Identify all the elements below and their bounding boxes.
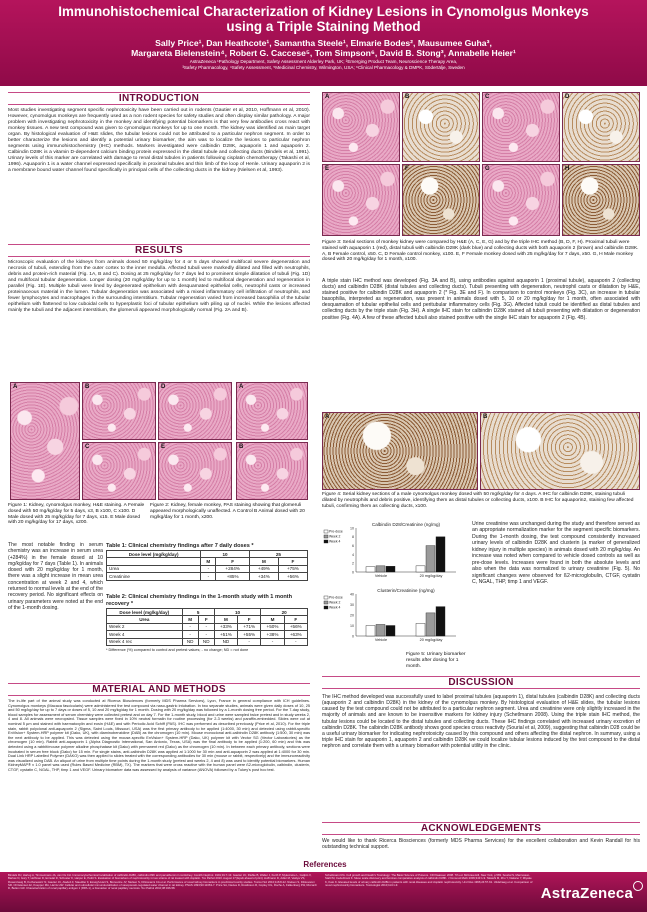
category-label: 20 mg/kg/day: [419, 638, 443, 642]
figure-1-panel-a: [10, 382, 80, 500]
bar: [386, 566, 395, 572]
category-label: 20 mg/kg/day: [419, 574, 443, 578]
poster-header: [0, 0, 647, 86]
table-cell: -: [198, 623, 214, 630]
acknowledgements-text: We would like to thank Ricerca Biosciences (formerly MDS Pharma Services) for the excellent collaboration and Kevin Randall for his outstanding technical support.: [322, 838, 640, 851]
table-row: [107, 631, 308, 638]
table-cell: F: [198, 616, 214, 623]
panel-label: E: [161, 444, 166, 450]
affiliations: [0, 59, 647, 70]
table-cell: +49%: [249, 565, 278, 572]
astrazeneca-logo: AstraZeneca: [540, 885, 633, 902]
table-cell: +75%: [278, 565, 307, 572]
table-2: [106, 594, 308, 653]
table-cell: M: [249, 558, 278, 565]
table-cell: F: [238, 616, 261, 623]
figure-3-panel-c: [482, 92, 560, 162]
table-cell: +63%: [284, 631, 307, 638]
table-cell: +56%: [278, 573, 307, 580]
table-cell: -: [182, 623, 198, 630]
chart-title: Clusterin/Creatinine (ng/mg): [377, 588, 435, 593]
table-cell: 5: [182, 609, 214, 616]
panel-label: A: [325, 94, 330, 100]
panel-label: A: [13, 384, 18, 390]
bar: [416, 623, 425, 636]
table-cell: -: [284, 638, 307, 645]
table-cell: -: [238, 638, 261, 645]
authors-line-1: Sally Price¹, Dan Heathcote¹, Samantha Steele¹, Elmarie Bodes², Mausumee Guha³,: [155, 38, 492, 48]
legend-swatch: [324, 601, 328, 604]
table-cell: 20: [261, 609, 308, 616]
poster-title: [0, 0, 647, 34]
y-tick-label: 40: [350, 592, 354, 597]
y-tick-label: 0: [352, 634, 354, 639]
y-tick-label: 20: [350, 613, 354, 618]
y-tick-label: 10: [350, 526, 354, 531]
table-cell: Creatinine: [107, 573, 201, 580]
legend-label: Pre-dose: [329, 529, 343, 534]
table-cell: Week 4: [107, 631, 183, 638]
bar: [426, 546, 435, 572]
table-row: [107, 573, 308, 580]
methods-heading: MATERIAL AND METHODS: [8, 683, 310, 696]
urine-biomarker-text: Urine creatinine was unchanged during the study and therefore served as an appropriate normalization marker for the segment specific biomarkers. During the 1-month dosing, the test compound consistently increased urinary levels of calbindin D28K and clusterin (a marker of generalized kidney injury in multiple species) in animals dosed with 20 mg/kg/day. An increase was noted when compared to vehicle dosed controls as well as pre-dose levels. Increases were found in both the absolute levels and also when the data was normalized to urinary creatinine (Fig. 5). No significant changes were observed for ß2-microglobulin, CTGF, cystatin C, NGAL, THP, timp 1 and VEGF.: [472, 521, 640, 586]
table-cell: +34%: [249, 573, 278, 580]
table-row: [107, 558, 308, 565]
table-cell: -: [261, 638, 284, 645]
figure-4-panel-a: [322, 412, 478, 490]
figure-3-panel-d: [562, 92, 640, 162]
table-cell: M: [182, 616, 198, 623]
y-tick-label: 8: [352, 535, 354, 540]
legend-label: Week 4: [329, 539, 341, 544]
title-line-1: Immunohistochemical Characterization of Kidney Lesions in Cynomolgus Monkeys: [58, 4, 589, 19]
figure-1-panel-e: [158, 442, 232, 500]
table-cell: F: [216, 558, 249, 565]
table-cell: [107, 558, 201, 565]
figure-1-caption: Figure 1: Kidney, cynomolgus monkey, H&E staining. A Female dosed with 50 mg/kg/day for 5 days, x3, B x100, C x100. D Male dosed with 25 mg/kg/day for 7 days, x15. E Male dosed with 20 mg/kg/day for 17 days, x200.: [8, 503, 145, 526]
bar: [436, 607, 445, 636]
serum-chemistry-text: The most notable finding in serum chemistry was an increase in serum urea (+284%) in the female dosed at 10 mg/kg/day for 7 days (Table 1). In animals dosed with 20 mg/kg/day for 1 month, there was a slight increase in mean urea concentration at week 2 and 4, which returned to normal levels at the end of the recovery period. No significant effects on urinary parameters were noted at the end of the 1-month dosing.: [8, 542, 103, 611]
y-tick-label: 0: [352, 570, 354, 575]
bar: [416, 566, 425, 572]
author-list: [0, 38, 647, 58]
panel-label: B: [483, 414, 488, 420]
references-left: Bindels RJ, Hartog A, Timmermans JA, van Os CH. Immunocytochemical localization of calbindin-D28K, calbindin-D9K and parvalbumin in rat kidney. Contrib Nephrol. 1991;91:7-13. Gautier JC, Riefke B, Walter J, Kurth P, Mylecraine L, Guilpin V, Barlow N, Gury T, Hoffman D, Ennulat D, Schuster K, Harpur E, Pettit S. Evaluation of biomarkers of nephrotoxicity in two strains of rat treated with cisplatin. Tox Pathol 2010. August 17 [Epub ahead of print]. Hoffmann D, Adler M, Vaidya VS, Rosenzweig B, Kurhanewicz N, Gautier JC, Aladeb F, Staedtler F, Emeigh-Hart S, Bonventre JV, Nielsen S, DiGiovanni CA et al. Performance of novel kidney biomarkers in preclinical toxicity studies. Toxicol Sci 2010;116:8-22. Nielsen S, DiGiovanni SR, Christensen EI, Knepper MA, Harris HW. Cellular and subcellular immunolocalization of vasopressin-regulated water channel in rat kidney. PNAS 1993;90:11663-7. Price SA, Davies D, Rowlinson R, Copley CG, Roche A, Falkenberg FW, Riccardi D, Betton GR. Characterization of renal papillary antigen 1 (RPA-1), a biomarker of renal papillary necrosis. Tox Pathol 2010;38:346-58.: [8, 873, 317, 891]
figure-5-svg: [322, 520, 468, 650]
astrazeneca-logo-icon: [633, 881, 643, 891]
figure-3-panel-f: [402, 164, 480, 236]
y-tick-label: 4: [352, 552, 354, 557]
panel-label: G: [485, 166, 490, 172]
y-tick-label: 6: [352, 544, 354, 548]
triple-stain-text: A triple stain IHC method was developed (Fig. 3A and B), using antibodies against aquaporin 1 (proximal tubule), aquaporin 2 (collecting ducts) and calbindin D28K (distal tubules and collecting ducts). Tubuli presenting with degeneration, neutrophil casts or dilatation by H&E, stained positive for calbindin D28K and aquaporin 2 (* Fig. 3E and F). In comparison to control monkeys (Fig. 3C), an increase in tubular basophilia, interpreted as regeneration, was present in animals dosed with 5, 10 or 20 mg/kg/day for 1 month, often associated with desquamation of tubular epithelial cells and peritubular inflammatory cells (Fig. 3G). Affected tubuli could be identified as distal tubules and collecting ducts by the triple stain (Fig. 3H). A single IHC stain for calbindin D28K stained all tubuli presenting with dilatation or degeneration positive (Fig. 4A). A few of these affected tubuli also stained positive with the single IHC stain for aquaporin 2 (Fig. 4B).: [322, 278, 640, 321]
table-cell: -: [182, 631, 198, 638]
bar: [436, 537, 445, 572]
table-cell: ND: [198, 638, 214, 645]
table-cell: Dose level (mg/kg/day): [107, 551, 201, 558]
legend-swatch: [324, 540, 328, 543]
y-tick-label: 2: [352, 561, 354, 566]
chart-title: Calbindin D28/Creatinine (ng/mg): [371, 522, 441, 527]
panel-label: F: [405, 166, 409, 172]
legend-label: Pre-dose: [329, 595, 343, 600]
discussion-heading: DISCUSSION: [322, 676, 640, 689]
table-cell: Week 2: [107, 623, 183, 630]
table-cell: 10: [214, 609, 261, 616]
table-cell: Urea: [107, 616, 183, 623]
table-cell: F: [278, 558, 307, 565]
table-cell: 25: [249, 551, 307, 558]
results-heading: RESULTS: [8, 244, 310, 257]
figure-3-panel-g: [482, 164, 560, 236]
table-cell: +284%: [216, 565, 249, 572]
table-2-footnote: * Difference (%) compared to control and pretest values; - no change; ND = not done: [106, 648, 249, 653]
figure-1-panel-d: [158, 382, 232, 440]
figure-4-caption: Figure 4: Serial kidney sections of a male cynomolgus monkey dosed with 50 mg/kg/day for 4 days. A IHC for calbindin D28K, staining tubuli dilated by neutrophils and debris positive, identifying them as distal tubules or collecting ducts, x100. B IHC for aquaporin2, staining few affected tubuli, confirming them as collecting ducts, x100.: [322, 492, 634, 509]
table-2-grid: [106, 608, 308, 646]
bar: [386, 626, 395, 637]
bar: [376, 566, 385, 572]
table-cell: F: [284, 616, 307, 623]
table-cell: M: [261, 616, 284, 623]
category-label: Vehicle: [374, 574, 388, 578]
panel-label: B: [85, 384, 90, 390]
table-cell: +85%: [216, 573, 249, 580]
panel-label: C: [85, 444, 90, 450]
panel-label: A: [325, 414, 330, 420]
table-1-grid: [106, 550, 308, 581]
panel-label: D: [161, 384, 166, 390]
category-label: Vehicle: [374, 638, 388, 642]
legend-label: Week 2: [329, 600, 341, 605]
legend-swatch: [324, 606, 328, 609]
panel-label: B: [239, 444, 244, 450]
y-tick-label: 10: [350, 623, 354, 628]
table-row: [107, 551, 308, 558]
affil-line-1: AstraZeneca ¹Pathology Department, Safety Assessment Alderley Park, UK; ²Emerging Product Team, Neuroscience Therapy Area,: [189, 59, 458, 64]
figure-2-panel-a: [236, 382, 308, 440]
table-cell: +51%: [214, 631, 237, 638]
discussion-text: The IHC method developed was successfully used to label proximal tubules (aquaporin 1), distal tubules (calbindin D28K) and collecting ducts (aquaporin 2 and calbindin D28K) in the kidney of the cynomolgus monkey. By histological evaluation of H&E slides, the tubular lesions caused by the test compound could not be attributed to a particular nephron segment. Urea and creatinine were only slightly increased in the majority of animals and are known to be insensitive markers for kidney injury (Schetlmann 2008). Using the triple stain IHC method, the tubular lesions could be located to the distal tubules and collecting ducts. These IHC findings correlated with increased urinary excretion of calbindin D28K. The calbindin D28K antibody shows good species cross reactivity (Sourial et al, 2009), suggesting that calbindin D28 could be a useful urinary biomarker for indicating nephrotoxicity caused by this compound and others affecting the distal nephron. In summary, using a triple IHC stain for aquaporin 1, aquaporin 2 and calbindin D28K we could localize tubular lesions induced by the test compound to the distal nephron and correlate them with a urinary biomarker with potential utility in the clinic.: [322, 694, 640, 750]
bar: [366, 626, 375, 637]
affil-line-2: ³Safety Pharmacology, ⁴Safety Assessment, ⁵Medicinal Chemistry, Wilmington, USA; ⁶Clinical Pharmacology & DMPK, Södertälje, Sweden: [182, 64, 465, 70]
figure-1-panel-b: [82, 382, 156, 440]
references-heading: References: [303, 860, 347, 869]
figure-3-panel-h: [562, 164, 640, 236]
legend-swatch: [324, 535, 328, 538]
table-cell: Urea: [107, 565, 201, 572]
table-1: [106, 543, 308, 581]
legend-swatch: [324, 596, 328, 599]
table-cell: ND: [214, 638, 237, 645]
figure-2-caption: Figure 2: Kidney, female monkey, PAS staining showing that glomeruli appeared morphologically unaffected. A Control B Animal dosed with 20 mg/kg/day for 1 month, x200.: [150, 503, 305, 520]
table-row: [107, 616, 308, 623]
table-cell: -: [201, 573, 216, 580]
legend-label: Week 4: [329, 605, 341, 610]
bar: [426, 613, 435, 636]
introduction-text: Most studies investigating segment specific nephrotoxicity have been carried out in rodents (Gautier et al, 2010, Hoffmann et al, 2010). However, cynomolgus monkeys are frequently used as a non rodent species for safety studies and often display similar pathology. A major problem with investigating nephrotoxicity in the monkey and identifying potential biomarkers is that very few antibodies cross react with monkey tissues. A new test compound was given to cynomolgus monkeys for up to one month. The kidney was identified as main target organ. By histological evaluation of H&E slides, the tubular lesions could not be attributed to a particular nephron segment. In order to better characterize the lesions and identify a potential urinary biomarker, the aim was to localize the lesions to particular nephron segments using immunohistochemistry (IHC) methods. Markers investigated were calbindin D28K, aquaporin 1 and aquaporin 2. Calbindin D28K is a vitamin D-dependent calcium binding protein expressed in the distal tubule and collecting ducts (Bindels et al, 1991). Urinary levels of this marker are correlated with damage to renal distal tubules in patients following cisplatin chemotherapy (Takashi et al, 1996). Aquaporin 1 is a water channel expressed specifically in proximal tubules and thin limb of the loop of Henle. Urinary aquaporin 2 is a membrane bound water channel found specifically in principal cells of the collecting ducts in the kidney (Nielsen et al, 1993).: [8, 108, 310, 173]
title-line-2: using a Triple Staining Method: [226, 19, 421, 34]
table-row: [107, 638, 308, 645]
panel-label: B: [405, 94, 410, 100]
panel-label: A: [239, 384, 244, 390]
figure-2-panel-b: [236, 442, 308, 500]
legend-label: Week 2: [329, 534, 341, 539]
table-cell: +55%: [238, 631, 261, 638]
figure-5-caption: Figure 5: Urinary biomarker results after dosing for 1 month.: [406, 652, 466, 669]
table-row: [107, 609, 308, 616]
figure-3-panel-a: [322, 92, 400, 162]
figure-4-panel-b: [480, 412, 640, 490]
acknowledgements-heading: ACKNOWLEDGEMENTS: [322, 822, 640, 835]
legend-swatch: [324, 530, 328, 533]
authors-line-2: Margareta Bielenstein⁴, Robert G. Caccese⁵, Tom Simpson⁶, David B. Stong³, Annabelle Heier¹: [131, 48, 516, 58]
methods-text: The in-life part of the animal study was conducted at Ricerca Biosciences (formerly MDS Pharma Services), Lyon, France in general compliance with ICH guidelines. Cynomolgus monkeys (Macaca fascicularis) were administered the test compound via naso-gastric intubation. In two separate studies, animals were given daily doses of 10, 25 and 50 mg/kg/day for up to 7 days or doses of 5, 10 and 20 mg/kg/day for 1 month. Dosing with 20 mg/kg/day was followed by a 1-month dosing free period. For the 7-day study, blood samples for assessment of serum chemistry were collected pretest and on day 7. For the 1-month study, blood and urine were sampled twice pretest and in study weeks 2, 4 and 8. All animals were necropsied. Tissue samples were fixed in 10% neutral formalin for routine processing (for 2-3 weeks) and paraffin-embedded. Slides were cut at nominal 5 µm and stained with haematoxylin and eosin (H&E) and with Periodic Acid Schiff (PAS). IHC was performed as described previously (Price et al, 2010). For the triple stain, rabbit polyclonal anti-aquaporin 2 (Sigma, Saint Louis, Missouri, USA) was the first primary antibody to be applied (1:4000, 30 min) and detected using rabbit-specific EnVision+ System-HRP polymer kit (Dako, UK), with diaminobenzidine (DAB) as the chromogen (10 min). Mouse monoclonal anti-calbindin D28K antibody (1:500, 30 min) was the next antibody to be applied. This was detected using the mouse-specific EnVision+ System-HRP (Dako, UK) polymer kit with Vector SG (Vector Laboratories) as the chromogen (10 min). Rabbit anti-aquaporin 1 (Alpha Diagnostic International, San Antonio, Texas, USA) was the final antibody to be applied (1:200, 60 min) and this was detected using a rabbit/mouse polymer alkaline phosphatase kit (Dako) with permanent red (Dako) as the chromogen (10 min). In between each primary antibody, sections were incubated in serum free block (Dako) for 15 min. For single stains, anti-calbindin D28K was applied at 1:1000 for 30 min and anti-aquaporin 2 was applied at 1:4000 for 30 min. Dual Link HRP Labelled Polymer (DAKO) was then applied to slides treated with the corresponding antibodies for 30 min (mouse or rabbit, respectively) and the immunoreactivity was visualized using DAB. An aliquot of urine from multiple time points during the 1-month study (pretest and weeks 2, 4 and 8) was used to identify potential biomarkers. Human KidneyMAP® v 1.0 panel was used (Rules Based Medicine (RBM), TX). The markers that were cross reactive with the human panel were ß2-microglobulin, calbindin, clusterin, CTGF, cystatin C, NGAL, THP, timp 1 and VEGF. Urinary biomarker data was assessed by analysis of variance (ANOVA) followed by a Tukey's post hoc test.: [8, 699, 310, 772]
table-cell: -: [198, 631, 214, 638]
figure-5-charts: [322, 520, 468, 650]
figure-3-caption: Figure 3: Serial sections of monkey kidney were compared by H&E (A, C, E, G) and by the triple IHC method (B, D, F, H). Proximal tubuli were stained with aquaporin 1 (red), distal tubuli with calbindin D28K (dark blue) and collecting ducts with both aquaporin 2 (brown) and calbindin D28K. A, B Female control, x50. C, D Female control monkey, x100. E, F Female monkey dosed with 25 mg/kg/day for 7 days, x50. G, H Male monkey dosed with 20 mg/kg/day for 1 month, x100.: [322, 240, 639, 263]
results-text: Microscopic evaluation of the kidneys from animals dosed 50 mg/kg/day for 4 or 5 days showed multifocal severe degeneration and necrosis of tubuli, extending from the outer cortex to the inner medulla. Affected tubuli were markedly dilated and filled with neutrophils, debris and protein-rich material (Fig. 1A, B and C). Dosing at 25 mg/kg/day for 7 days led to prominent simple dilatation of tubuli (Fig. 1D) and multifocal tubular degeneration. Longer dosing (20 mg/kg/day for up to 1 month) led to multifocal degeneration and regeneration in parallel (Fig. 1E). Multiple tubuli were lined by degenerated epithelium with desquamated epithelial cells, neutrophil casts or increased proteinaceous material in the lumen. Tubular degeneration was associated with a mixed inflammatory cell infiltration of neutrophils, and fewer lymphocytes and macrophages in the surrounding interstitium. Tubular regeneration varied from increased basophilia of the tubular epithelium with flattened to low cuboidal cells to hyperplastic foci of tubular epithelium with piling up of nuclei. While the lesions affected mainly the tubuli and the adjacent interstitium, the glomeruli appeared morphologically normal (Fig. 2A and B).: [8, 260, 310, 313]
panel-label: C: [485, 94, 490, 100]
panel-label: E: [325, 166, 330, 172]
panel-label: D: [565, 94, 570, 100]
y-tick-label: 30: [350, 602, 354, 607]
introduction-heading: INTRODUCTION: [8, 92, 310, 105]
table-cell: +50%: [261, 623, 284, 630]
table-cell: -: [201, 565, 216, 572]
table-row: [107, 565, 308, 572]
bar: [366, 567, 375, 572]
bar: [376, 624, 385, 636]
figure-1-panel-c: [82, 442, 156, 500]
references-right: Schetlmann RG. Cell growth and Death's Toxicology: The Basic Science of Poisons. CD Klaassen 2008. 7th ed. McGraw-Hill, New York, p.583. Sourial S, Marcusson-Stahl M, Cederbrant K. Meso scale discovery and luminex comparative analysis of calbindin D28K. J Immunol Meth 2009;343:1-9. Takashi M, Zhu Y, Nakano Y, Miyake K, Kato K. Elevated levels of urinary calbindin D28k in patients with renal diseases and cisplatin nephrotoxicity. Urol Res 1996;24:57-61. Uitdehaag et al. Comparison of novel nephrotoxicity biomarkers. Toxicologist 2010;114:1-9.: [325, 873, 533, 887]
table-cell: +33%: [214, 623, 237, 630]
table-cell: M: [214, 616, 237, 623]
table-2-title: Table 2: Clinical chemistry findings in the 1-month study with 1 month recovery *: [106, 594, 293, 607]
table-cell: ND: [182, 638, 198, 645]
table-cell: Week 4 rec: [107, 638, 183, 645]
panel-label: H: [565, 166, 570, 172]
table-row: [107, 623, 308, 630]
table-cell: 10: [201, 551, 250, 558]
table-cell: +38%: [261, 631, 284, 638]
figure-3-panel-b: [402, 92, 480, 162]
figure-3-panel-e: [322, 164, 400, 236]
table-cell: Dose level (mg/kg/day): [107, 609, 183, 616]
table-cell: +56%: [284, 623, 307, 630]
table-cell: M: [201, 558, 216, 565]
table-cell: +71%: [238, 623, 261, 630]
table-1-title: Table 1: Clinical chemistry findings after 7 daily doses *: [106, 543, 254, 549]
